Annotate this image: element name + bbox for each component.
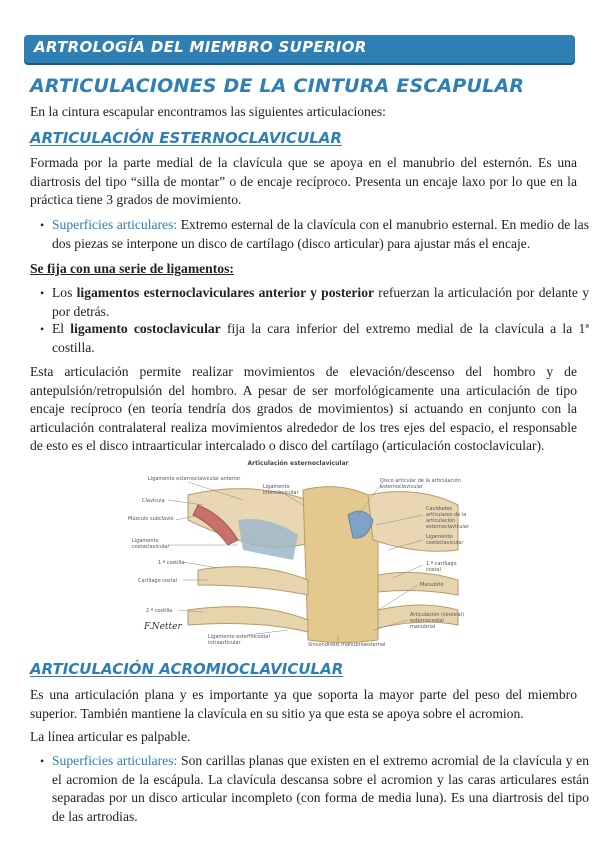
esternoclavicular-paragraph-1: Formada por la parte medial de la clavícula que se apoya en el manubrio del esternón. Es una diartrosis del tipo “silla de montar” o de encaje recíproco. Presenta un encaje laxo por lo que en la práctica tiene 3 grados de movimiento. (30, 155, 577, 207)
bullet-label: Superficies articulares: (52, 217, 178, 232)
label-primer-cartilago: 1.ª cartílago costal (426, 561, 457, 573)
lig1-post: refuerzan la articulación por delante y por detrás. (52, 285, 590, 319)
lig2-pre: El (52, 321, 71, 336)
esternoclavicular-paragraph-2: Esta articulación permite realizar movimientos de elevación/descenso del hombro y de antepulsión/retropulsión del hombro. A pesar de ser morfológicamente una articulación de tipo encaje recíproco (en teoría tendría dos grados de movimientos) si actuando en conjunto con la articulación contralateral realiza movimientos alrededor de los tres ejes del espacio, el responsable de esto es el disco intraarticular intercalado o disco del cartílago (articulación costoclavicular). (30, 364, 577, 453)
acromioclavicular-paragraph-1: Es una articulación plana y es importante ya que soporta la mayor parte del peso del miembro superior. También mantiene la clavícula en su sitio ya que esta se apoya sobre el acromion. (30, 687, 577, 721)
bullet-text: Extremo esternal de la clavícula con el manubrio esternal. En medio de las dos piezas se interpone un disco de cartílago (disco articular) para ajustar más el encaje. (52, 217, 589, 251)
label-sincondrosis: Sincondrosis manubrioesternal (308, 642, 386, 648)
label-primera-costilla: 1.ª costilla (158, 560, 185, 566)
sternoclavicular-illustration (128, 460, 468, 650)
acromioclavicular-heading: ARTICULACIÓN ACROMIOCLAVICULAR (30, 660, 344, 678)
acromio-bullet-label: Superficies articulares: (52, 753, 178, 768)
lig2-post: fija la cara inferior del extremo medial de la clavícula a la 1ª costilla. (52, 321, 589, 355)
label-ligamento-costoclavicular-right: Ligamento costoclavicular (426, 534, 464, 546)
label-manubrio: Manubrio (420, 582, 444, 588)
lig1-pre: Los (52, 285, 77, 300)
superficies-bullet (40, 216, 589, 253)
banner-title: ARTROLOGÍA DEL MIEMBRO SUPERIOR (34, 38, 367, 56)
label-segunda-costilla: 2.ª costilla (146, 608, 173, 614)
label-ligamento-intraarticular: Ligamento esternocostal intraarticular (208, 634, 270, 646)
section-title: ARTICULACIONES DE LA CINTURA ESCAPULAR (30, 75, 525, 97)
label-ligamento-anterior: Ligamento esternoclavicular anterior (148, 476, 241, 482)
intro-text: En la cintura escapular encontramos las siguientes articulaciones: (30, 104, 386, 119)
ligamentos-heading (30, 260, 577, 279)
lig2-bold: ligamento costoclavicular (70, 321, 221, 336)
label-cartilago-costal: Cartílago costal (138, 578, 178, 584)
figure-title: Articulación esternoclavicular (247, 460, 349, 467)
lig1-bold: ligamentos esternoclaviculares anterior y posterior (76, 285, 375, 300)
label-ligamento-costoclavicular: Ligamento costoclavicular (132, 538, 170, 550)
acromioclavicular-paragraph-2: La línea articular es palpable. (30, 729, 191, 744)
label-articulacion-sinovial: Articulación (sinovial) esternocostal manubrial (410, 612, 465, 630)
label-clavicula: Clavícula (142, 498, 165, 504)
ligamento-bullet-2 (40, 320, 589, 357)
header-banner (24, 35, 575, 63)
label-ligamento-interclavicular: Ligamento interclavicular (263, 484, 299, 496)
esternoclavicular-heading: ARTICULACIÓN ESTERNOCLAVICULAR (30, 129, 342, 147)
netter-signature: F.Netter (144, 622, 182, 632)
label-disco-articular: Disco articular de la articulación esternoclavicular (380, 478, 461, 490)
ligamentos-heading-text: Se fija con una serie de ligamentos: (30, 261, 234, 276)
acromio-bullet-text: Son carillas planas que existen en el extremo acromial de la clavícula y en el acromion de la escápula. La clavícula descansa sobre el acromion y las caras articulares están separadas por un disco articular incompleto (con forma de media luna). Es una diartrosis del tipo de las artrodias. (52, 753, 589, 824)
label-cavidades-articulares: Cavidades articulares de la articulación esternoclavicular (426, 506, 469, 530)
acromio-superficies-bullet (40, 752, 589, 826)
label-musculo-subclavio: Músculo subclavio (128, 516, 174, 522)
ligamento-bullet-1 (40, 284, 589, 321)
